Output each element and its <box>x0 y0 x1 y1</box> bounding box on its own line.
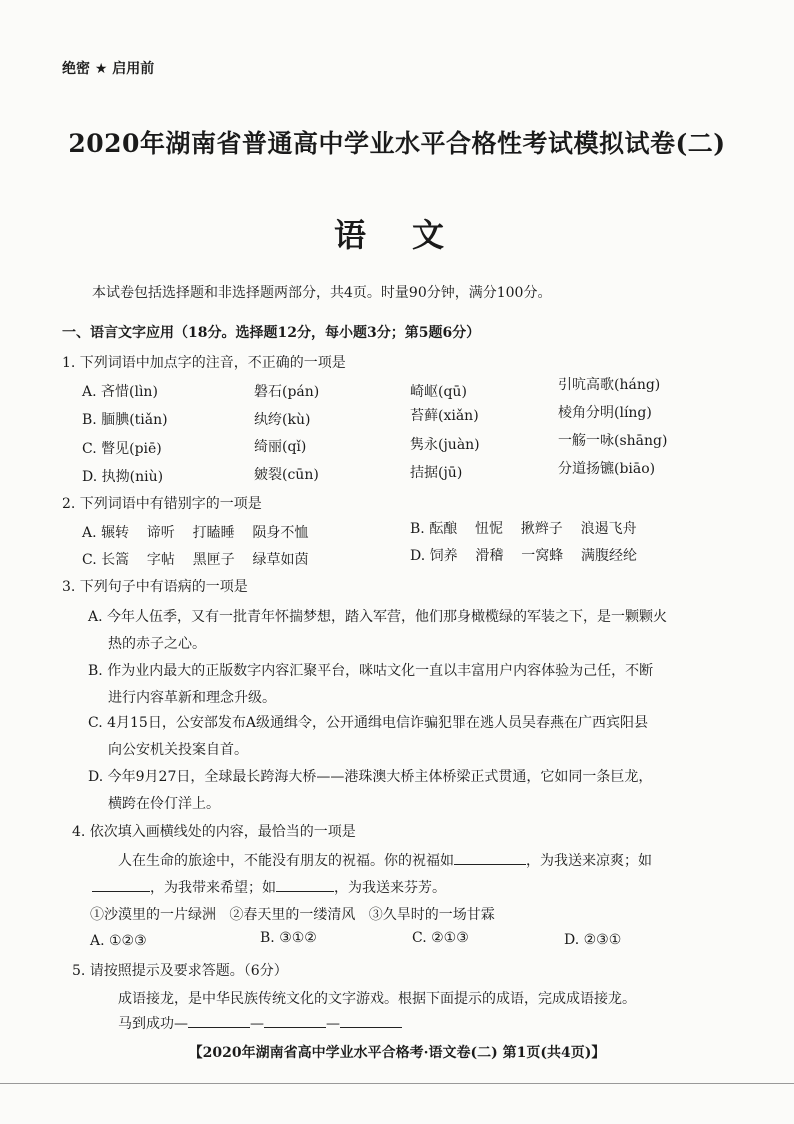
q4-option-b: B. ③①② <box>260 930 317 946</box>
q1-b-word3: 苔藓(xiǎn) <box>410 408 479 424</box>
subject-title: 语文 <box>333 216 490 254</box>
q5-blank-3[interactable] <box>340 1027 402 1028</box>
q4-blank-2[interactable] <box>92 891 150 892</box>
q1-a-word4: 引吭高歌(háng) <box>558 377 661 393</box>
q1-option-a: A. 吝惜(lìn) <box>82 384 158 400</box>
q1-b-word4: 棱角分明(líng) <box>558 405 652 421</box>
q3-option-c: C. 4月15日，公安部发布A级通缉令，公开通缉电信诈骗犯罪在逃人员吴春燕在广西宾阳县 <box>88 715 648 731</box>
q1-c-word2: 绮丽(qǐ) <box>254 439 307 455</box>
footer-divider <box>0 1083 794 1084</box>
q2-stem: 2. 下列词语中有错别字的一项是 <box>62 496 262 512</box>
q3-option-b: B. 作为业内最大的正版数字内容汇聚平台，咪咕文化一直以丰富用户内容体验为己任，不断 <box>88 663 654 679</box>
q1-stem: 1. 下列词语中加点字的注音，不正确的一项是 <box>62 355 346 371</box>
q3-option-a-cont: 热的赤子之心。 <box>108 636 206 652</box>
confidential-mark: 绝密 ★ 启用前 <box>62 61 155 77</box>
q4-option-a: A. ①②③ <box>90 933 147 949</box>
q1-a-word3: 崎岖(qū) <box>410 384 467 400</box>
q3-option-d: D. 今年9月27日，全球最长跨海大桥——港珠澳大桥主体桥梁正式贯通，它如同一条巨龙， <box>88 769 653 785</box>
q1-option-c: C. 瞥见(piē) <box>82 441 162 457</box>
q2-option-b: B. 酝酿 忸怩 揪辫子 浪遏飞舟 <box>410 521 637 537</box>
q1-c-word4: 一觞一咏(shāng) <box>558 433 668 449</box>
q1-d-word3: 拮据(jū) <box>410 465 463 481</box>
q4-passage-2a: ，为我带来希望；如 <box>150 880 276 896</box>
q5-start-idiom: 马到成功— <box>118 1016 188 1032</box>
q4-stem: 4. 依次填入画横线处的内容，最恰当的一项是 <box>72 824 356 840</box>
q4-passage-1b: ，为我送来凉爽；如 <box>526 853 652 869</box>
q1-a-word2: 磐石(pán) <box>254 384 320 400</box>
q4-option-d: D. ②③① <box>564 932 622 948</box>
q5-instruction: 成语接龙，是中华民族传统文化的文字游戏。根据下面提示的成语，完成成语接龙。 <box>118 991 636 1007</box>
section-heading: 一、语言文字应用（18分。选择题12分，每小题3分；第5题6分） <box>62 325 481 341</box>
q1-option-d: D. 执拗(niù) <box>82 469 164 485</box>
q4-passage-line1 <box>118 850 652 870</box>
q4-passage-1a: 人在生命的旅途中，不能没有朋友的祝福。你的祝福如 <box>118 853 454 869</box>
q4-option-c: C. ②①③ <box>412 930 469 946</box>
q4-passage-line2 <box>92 877 446 897</box>
q1-d-word2: 皴裂(cūn) <box>254 467 319 483</box>
page-footer: 【2020年湖南省高中学业水平合格考·语文卷(二) 第1页(共4页)】 <box>188 1045 606 1061</box>
q4-passage-2b: ，为我送来芬芳。 <box>334 880 446 896</box>
q5-blank-1[interactable] <box>188 1027 250 1028</box>
q3-option-a: A. 今年人伍季，又有一批青年怀揣梦想，踏入军营，他们那身橄榄绿的军装之下，是一颗颗火 <box>88 609 668 625</box>
q3-stem: 3. 下列句子中有语病的一项是 <box>62 579 248 595</box>
q5-stem: 5. 请按照提示及要求答题。（6分） <box>72 963 288 979</box>
q3-option-d-cont: 横跨在伶仃洋上。 <box>108 796 220 812</box>
q1-option-b: B. 腼腆(tiǎn) <box>82 412 168 428</box>
q2-option-c: C. 长篙 字帖 黑匣子 绿草如茵 <box>82 552 309 568</box>
q1-c-word3: 隽永(juàn) <box>410 437 480 453</box>
q2-option-a: A. 辗转 谛听 打瞌睡 陨身不恤 <box>82 525 309 541</box>
exam-title: 2020年湖南省普通高中学业水平合格性考试模拟试卷(二) <box>68 129 726 158</box>
q1-b-word2: 纨绔(kù) <box>254 412 311 428</box>
q4-blank-1[interactable] <box>454 864 526 865</box>
q4-blank-3[interactable] <box>276 891 334 892</box>
q2-option-d: D. 饲养 滑稽 一窝蜂 满腹经纶 <box>410 548 638 564</box>
q5-blank-2[interactable] <box>264 1027 326 1028</box>
q4-items: ①沙漠里的一片绿洲 ②春天里的一缕清风 ③久旱时的一场甘霖 <box>90 907 495 923</box>
q3-option-b-cont: 进行内容革新和理念升级。 <box>108 690 276 706</box>
q1-d-word4: 分道扬镳(biāo) <box>558 461 656 477</box>
q5-idiom-chain: 马到成功— — — <box>118 1013 402 1033</box>
q3-option-c-cont: 向公安机关投案自首。 <box>108 742 248 758</box>
exam-intro: 本试卷包括选择题和非选择题两部分，共4页。时量90分钟，满分100分。 <box>92 285 552 301</box>
